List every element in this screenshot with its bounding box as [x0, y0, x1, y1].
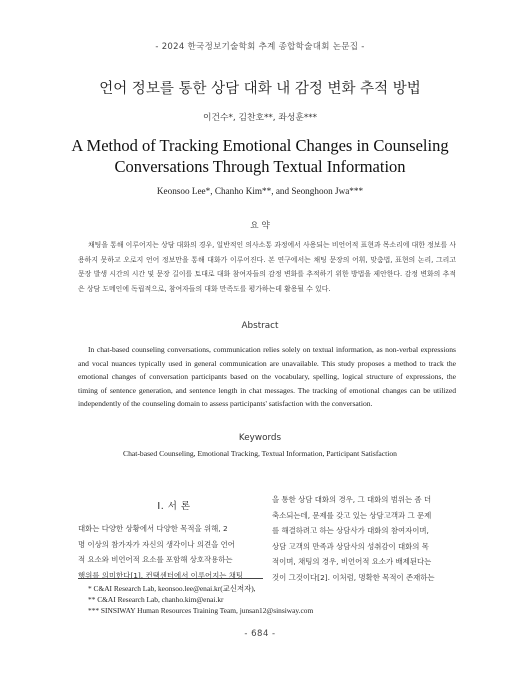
authors-korean: 이건수*, 김찬호**, 좌성훈*** — [202, 113, 318, 123]
footnote-3: *** SINSIWAY Human Resources Training Team, junsan12@sinsiway.com — [88, 606, 314, 615]
body-column-left — [78, 521, 270, 583]
title-english-line-2: Conversations Through Textual Information — [114, 157, 406, 176]
keywords-list: Chat-based Counseling, Emotional Tracking, Textual Information, Participant Satisfaction — [123, 449, 397, 458]
body-line: 축소되는데, 문제를 갖고 있는 상담고객과 그 문제 — [272, 510, 432, 520]
body-line: 행위를 의미한다[1]. 컨택센터에서 이루어지는 채팅 — [78, 570, 244, 580]
body-column-right — [272, 492, 456, 586]
summary-heading: 요 약 — [250, 221, 270, 231]
body-line: 를 해결하려고 하는 상담사가 대화의 참여자이며, — [272, 526, 429, 536]
title-english-line-1: A Method of Tracking Emotional Changes in Counseling — [71, 136, 449, 155]
abstract-body: In chat-based counseling conversations, communication relies solely on textual information, as non-verbal expressions and vocal nuances typically used in general communication are unavailable. This study proposes a method to track the emotional changes of conversation participants based on the vocabulary, spelling, logical structure of expressions, the timing of sentence generation, and sentence length in chat messages. The tracking of emotional changes can be utilized independently of the counseling domain to assess participants' satisfaction with the conversation. — [78, 345, 456, 409]
summary-body: 채팅을 통해 이루어지는 상담 대화의 경우, 일반적인 의사소통 과정에서 사용되는 비언어적 표현과 목소리에 대한 정보를 사용하지 못하고 오로지 언어 정보만을 통해 대화가 이루어진다. 본 연구에서는 채팅 문장의 어휘, 맞춤법, 표현의 논리, 그리고 문장 발생 시간의 시간 및 문장 길이를 토대로 대화 참여자들의 감정 변화를 추적하기 위한 방법을 제안한다. 감정 변화의 추적은 상담 도메인에 독립적으로, 참여자들의 대화 만족도를 평가하는데 활용될 수 있다. — [78, 241, 456, 293]
body-line: 적이며, 채팅의 경우, 비언어적 요소가 배제된다는 — [272, 557, 432, 567]
body-line: 상담 고객의 만족과 상담사의 성취감이 대화의 목 — [272, 541, 429, 551]
body-line: 것이 그것이다[2]. 이처럼, 명확한 목적이 존재하는 — [272, 572, 435, 582]
page-number: - 684 - — [244, 629, 276, 639]
body-line: 명 이상의 참가자가 자신의 생각이나 의견을 언어 — [78, 539, 235, 549]
footnote-2: ** C&AI Research Lab, chanho.kim@enai.kr — [88, 595, 224, 604]
body-line: 을 통한 상담 대화의 경우, 그 대화의 범위는 좀 더 — [272, 495, 432, 504]
footnote-divider — [78, 578, 263, 579]
authors-english: Keonsoo Lee*, Chanho Kim**, and Seonghoon Jwa*** — [156, 186, 364, 196]
title-korean: 언어 정보를 통한 상담 대화 내 감정 변화 추적 방법 — [99, 81, 421, 97]
body-line: 대화는 다양한 상황에서 다양한 목적을 위해, 2 — [78, 524, 228, 533]
keywords-heading: Keywords — [238, 433, 282, 443]
abstract-heading: Abstract — [241, 321, 279, 331]
section-heading-introduction: Ⅰ. 서 론 — [157, 501, 191, 512]
footnote-1: * C&AI Research Lab, keonsoo.lee@enai.kr(교신저자), — [88, 584, 256, 593]
running-header: - 2024 한국정보기술학회 추계 종합학술대회 논문집 - — [155, 42, 365, 52]
title-english — [40, 135, 480, 177]
body-line: 적 요소와 비언어적 요소를 포함해 상호작용하는 — [78, 555, 233, 565]
